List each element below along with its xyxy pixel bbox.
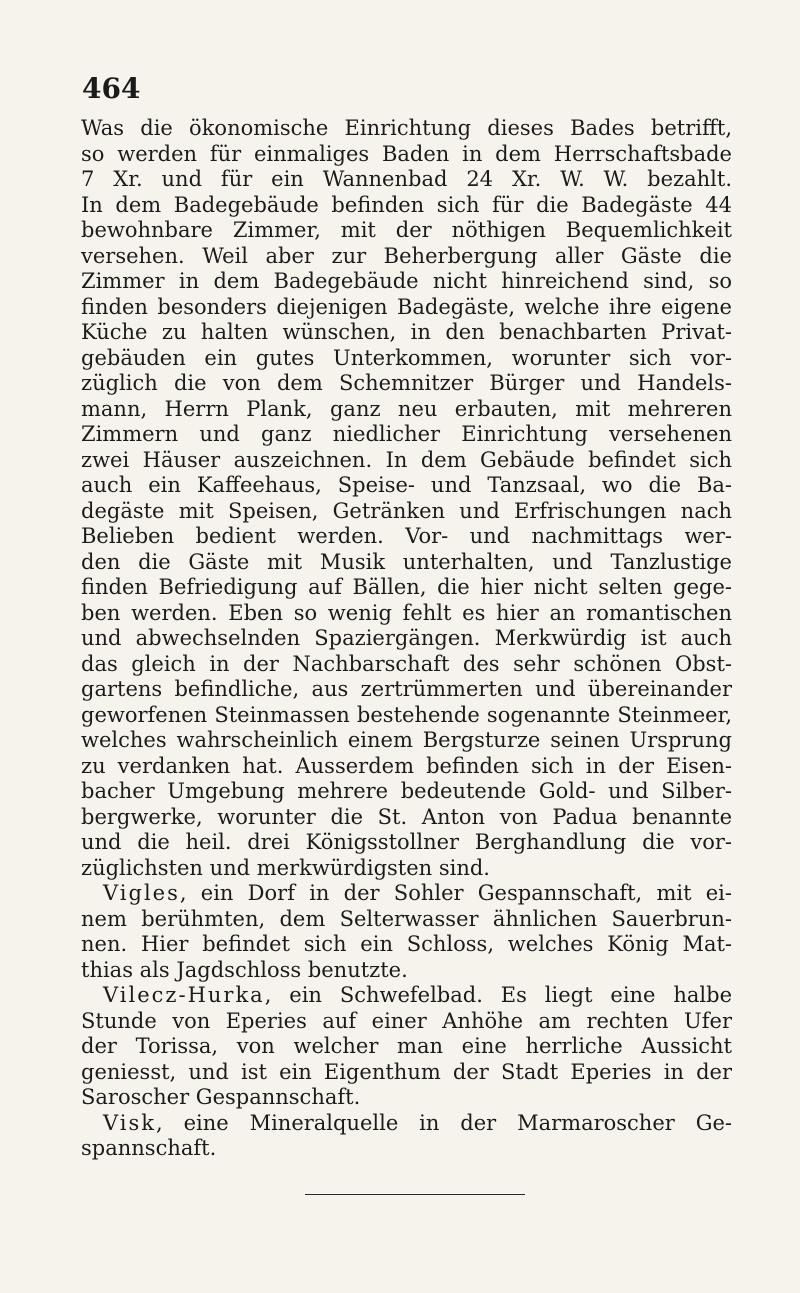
text-line: zwei Häuser auszeichnen. In dem Gebäude befindet sich	[81, 447, 732, 472]
text-line	[81, 983, 732, 1009]
entry-heading-visk: Visk	[103, 1110, 157, 1135]
text-line	[81, 881, 732, 907]
text-line: Küche zu halten wünschen, in den benachbarten Privat-	[81, 320, 732, 344]
text-line: spannschaft.	[81, 1136, 217, 1160]
entry-vigles	[81, 881, 732, 983]
text-line: versehen. Weil aber zur Beherbergung aller Gäste die	[81, 243, 732, 268]
text-line: das gleich in der Nachbarschaft des sehr schönen Obst-	[81, 651, 732, 676]
text-line: züglich die von dem Schemnitzer Bürger und Handels-	[81, 371, 732, 395]
text-line: nen. Hier befindet sich ein Schloss, welches König Mat-	[81, 932, 732, 956]
text-line: so werden für einmaliges Baden in dem Herrschaftsbade	[81, 141, 732, 166]
text-line: bergwerke, worunter die St. Anton von Padua benannte	[81, 804, 732, 829]
text-line: bacher Umgebung mehrere bedeutende Gold- und Silber-	[81, 779, 732, 803]
text-line: In dem Badegebäude befinden sich für die Badegäste 44	[81, 192, 732, 217]
entry-text: , ein Schwefelbad. Es liegt eine halbe	[264, 983, 732, 1007]
text-line: gebäuden ein gutes Unterkommen, worunter sich vor-	[81, 345, 732, 370]
text-line: bewohnbare Zimmer, mit der nöthigen Bequemlichkeit	[81, 218, 732, 242]
text-line: nem berühmten, dem Selterwasser ähnlichen Sauerbrun-	[81, 906, 732, 931]
entry-heading-vilecz-hurka: Vilecz-Hurka	[103, 983, 265, 1007]
text-line: den die Gäste mit Musik unterhalten, und Tanzlustige	[81, 549, 732, 574]
text-line: finden besonders diejenigen Badegäste, welche ihre eigene	[81, 294, 732, 319]
entry-vilecz-hurka	[81, 983, 732, 1111]
text-line: Saroscher Gespannschaft.	[81, 1085, 361, 1109]
text-line: geniesst, und ist ein Eigenthum der Stadt Eperies in der	[81, 1059, 732, 1084]
page-number: 464	[82, 72, 141, 105]
text-line: degäste mit Speisen, Getränken und Erfrischungen nach	[81, 498, 732, 523]
entry-text: , eine Mineralquelle in der Marmaroscher Ge-	[156, 1110, 732, 1135]
entry-heading-vigles: Vigles	[103, 881, 180, 905]
body-text	[81, 116, 732, 1162]
text-line: Belieben bedient werden. Vor- und nachmittags wer-	[81, 524, 732, 548]
entry-visk	[81, 1111, 732, 1162]
text-line: geworfenen Steinmassen bestehende sogenannte Steinmeer,	[81, 702, 732, 727]
text-line: zu verdanken hat. Ausserdem befinden sich in der Eisen-	[81, 753, 732, 778]
text-line: der Torissa, von welcher man eine herrliche Aussicht	[81, 1034, 732, 1058]
text-line: finden Befriedigung auf Bällen, die hier nicht selten gege-	[81, 575, 732, 599]
text-line: und die heil. drei Königsstollner Berghandlung die vor-	[81, 830, 732, 854]
text-line: welches wahrscheinlich einem Bergsturze seinen Ursprung	[81, 728, 732, 752]
section-divider	[305, 1194, 525, 1195]
text-line: thias als Jagdschloss benutzte.	[81, 957, 408, 982]
text-line	[81, 1111, 732, 1137]
text-line: ben werden. Eben so wenig fehlt es hier an romantischen	[81, 600, 732, 625]
text-line: Zimmern und ganz niedlicher Einrichtung versehenen	[81, 422, 732, 446]
text-line: mann, Herrn Plank, ganz neu erbauten, mit mehreren	[81, 396, 732, 421]
entry-text: , ein Dorf in der Sohler Gespannschaft, mit ei-	[179, 881, 732, 905]
text-line: auch ein Kaffeehaus, Speise- und Tanzsaal, wo die Ba-	[81, 473, 732, 497]
text-line: Was die ökonomische Einrichtung dieses Bades betrifft,	[81, 116, 732, 140]
paragraph-bath-facilities	[81, 116, 732, 881]
text-line: Stunde von Eperies auf einer Anhöhe am rechten Ufer	[81, 1008, 732, 1033]
text-line: und abwechselnden Spaziergängen. Merkwürdig ist auch	[81, 626, 732, 650]
text-line: 7 Xr. und für ein Wannenbad 24 Xr. W. W. bezahlt.	[81, 167, 732, 191]
text-line: Zimmer in dem Badegebäude nicht hinreichend sind, so	[81, 269, 732, 293]
text-line: gartens befindliche, aus zertrümmerten und übereinander	[81, 677, 732, 701]
text-line: züglichsten und merkwürdigsten sind.	[81, 855, 490, 880]
